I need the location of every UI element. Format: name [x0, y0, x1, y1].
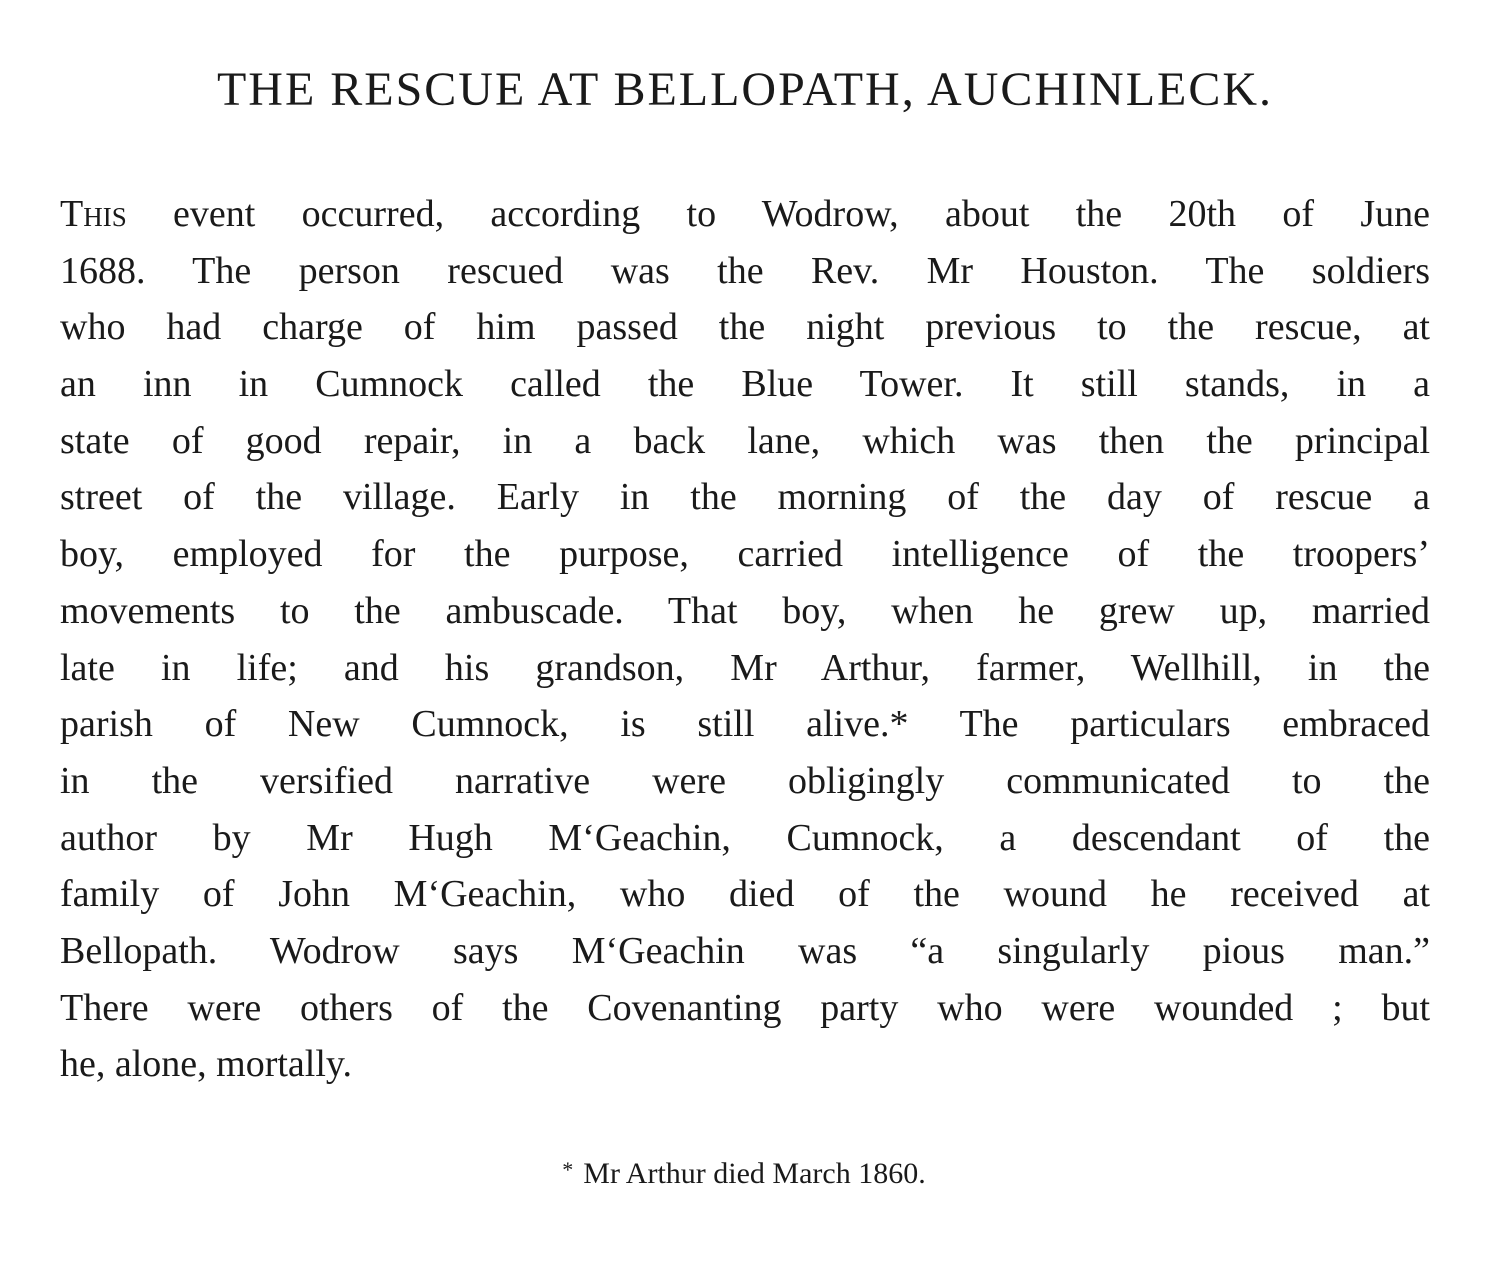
paragraph-line — [60, 186, 1430, 243]
line-text: event occurred, according to Wodrow, about the 20th of June — [126, 193, 1430, 235]
footnote-text: Mr Arthur died March 1860. — [583, 1157, 926, 1190]
paragraph-line: movements to the ambuscade. That boy, when he grew up, married — [60, 589, 1430, 632]
paragraph-line: street of the village. Early in the morning of the day of rescue a — [60, 476, 1430, 519]
page-title: THE RESCUE AT BELLOPATH, AUCHINLECK. — [216, 63, 1274, 116]
paragraph-line: 1688. The person rescued was the Rev. Mr Houston. The soldiers — [60, 249, 1430, 292]
paragraph-line: author by Mr Hugh M‘Geachin, Cumnock, a descendant of the — [60, 816, 1430, 859]
paragraph-line: in the versified narrative were obligingly communicated to the — [60, 759, 1430, 802]
paragraph-line: state of good repair, in a back lane, which was then the principal — [60, 419, 1430, 462]
paragraph-line: parish of New Cumnock, is still alive.* The particulars embraced — [60, 703, 1430, 746]
paragraph-line: family of John M‘Geachin, who died of the wound he received at — [60, 873, 1430, 916]
footnote-marker: * — [562, 1157, 574, 1182]
footnote — [0, 1150, 1488, 1194]
paragraph-line: an inn in Cumnock called the Blue Tower. It still stands, in a — [60, 363, 1430, 406]
paragraph-line: boy, employed for the purpose, carried intelligence of the troopers’ — [60, 533, 1430, 576]
opening-word: This — [60, 193, 127, 235]
paragraph-line: There were others of the Covenanting party who were wounded ; but — [60, 986, 1430, 1029]
body-paragraph — [60, 186, 1430, 1093]
paragraph-line: who had charge of him passed the night previous to the rescue, at — [60, 306, 1430, 349]
paragraph-line: Bellopath. Wodrow says M‘Geachin was “a singularly pious man.” — [60, 929, 1430, 972]
paragraph-line: he, alone, mortally. — [60, 1043, 352, 1086]
paragraph-line: late in life; and his grandson, Mr Arthur, farmer, Wellhill, in the — [60, 646, 1430, 689]
